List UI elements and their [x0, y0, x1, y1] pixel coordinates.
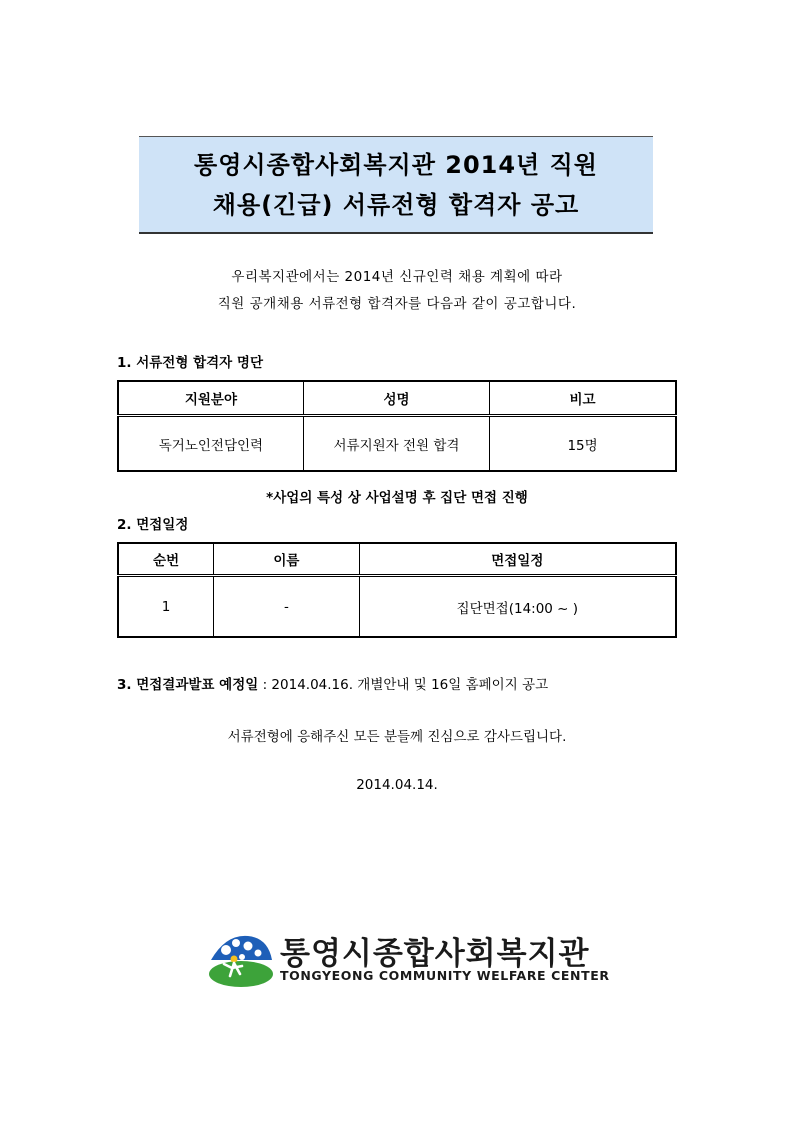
table-row	[118, 416, 676, 472]
title-box	[139, 136, 653, 234]
column-header: 비고	[490, 381, 676, 416]
table-cell: 서류지원자 전원 합격	[303, 416, 489, 472]
column-header: 순번	[118, 543, 214, 576]
table-cell: 집단면접(14:00 ~ )	[359, 576, 676, 638]
table-cell: 15명	[490, 416, 676, 472]
column-header: 지원분야	[118, 381, 303, 416]
table-header-row	[118, 543, 676, 576]
logo-icon	[206, 930, 276, 988]
title-line-1: 통영시종합사회복지관 2014년 직원	[194, 150, 598, 179]
intro-line-2: 직원 공개채용 서류전형 합격자를 다음과 같이 공고합니다.	[217, 296, 577, 312]
title-line-2: 채용(긴급) 서류전형 합격자 공고	[212, 190, 580, 219]
table-cell: -	[214, 576, 359, 638]
result-label: 3. 면접결과발표 예정일	[117, 677, 259, 693]
document-date: 2014.04.14.	[356, 777, 438, 793]
interview-table	[117, 542, 677, 638]
column-header: 면접일정	[359, 543, 676, 576]
passer-table	[117, 380, 677, 472]
section-2-heading: 2. 면접일정	[117, 517, 189, 533]
table-cell: 독거노인전담인력	[118, 416, 303, 472]
section-1-heading: 1. 서류전형 합격자 명단	[117, 355, 263, 371]
column-header: 성명	[303, 381, 489, 416]
column-header: 이름	[214, 543, 359, 576]
intro-line-1: 우리복지관에서는 2014년 신규인력 채용 계획에 따라	[231, 269, 563, 285]
note-text: *사업의 특성 상 사업설명 후 집단 면접 진행	[266, 490, 528, 506]
result-value: : 2014.04.16. 개별안내 및 16일 홈페이지 공고	[258, 677, 549, 693]
table-row	[118, 576, 676, 638]
table-header-row	[118, 381, 676, 416]
table-cell: 1	[118, 576, 214, 638]
logo-name: 통영시종합사회복지관	[280, 936, 590, 972]
result-announcement	[117, 673, 548, 693]
thanks-text: 서류전형에 응해주신 모든 분들께 진심으로 감사드립니다.	[227, 729, 567, 745]
logo-english-name: TONGYEONG COMMUNITY WELFARE CENTER	[280, 968, 610, 983]
